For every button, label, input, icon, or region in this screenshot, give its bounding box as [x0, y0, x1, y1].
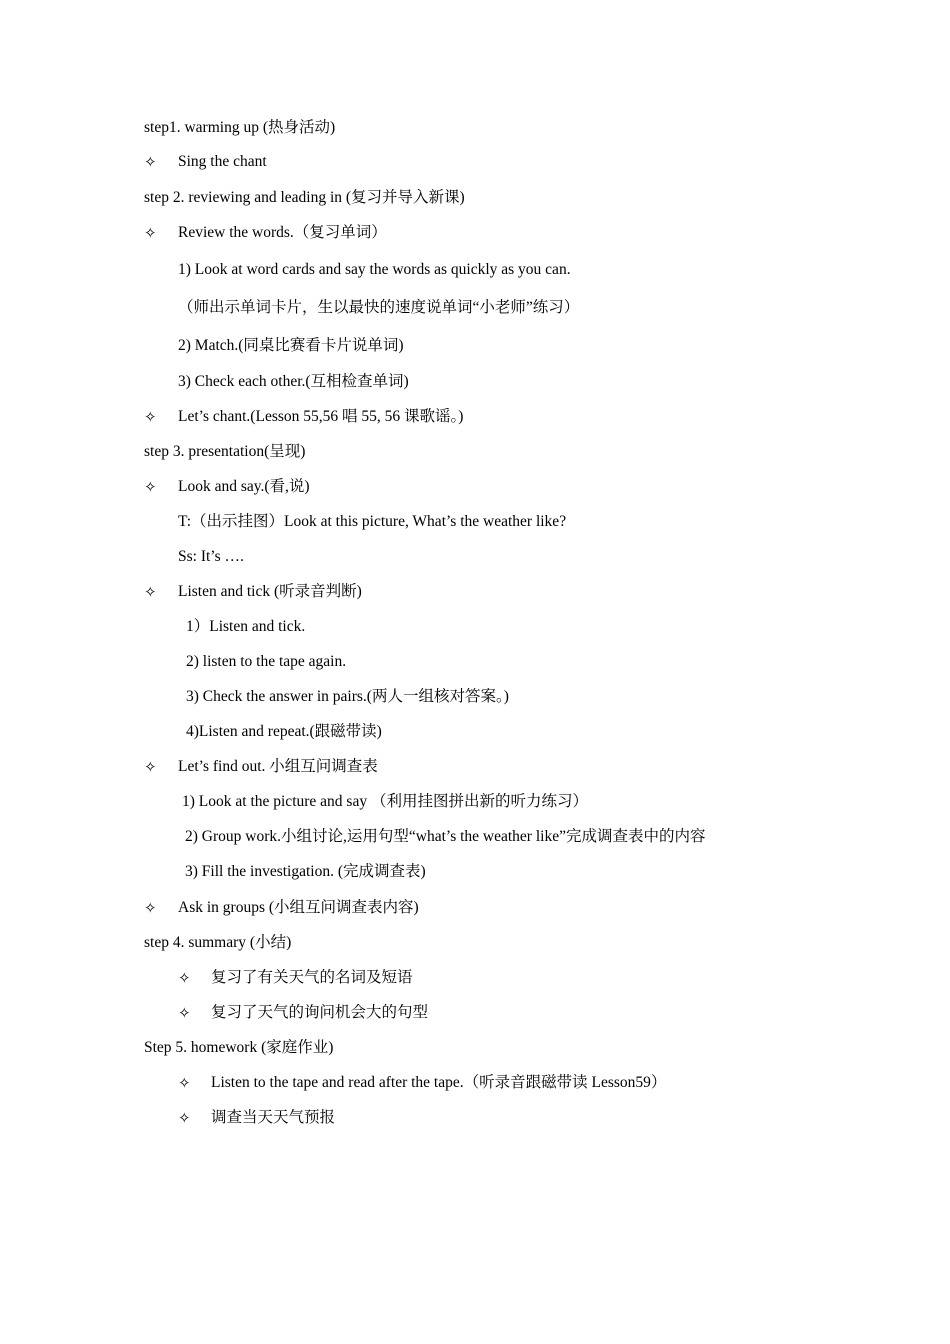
step1-heading: step1. warming up (热身活动) [144, 119, 336, 136]
bullet-icon: ✧ [144, 478, 157, 496]
bullet-item: Look and say.(看,说) [178, 478, 310, 495]
sub-item: T:（出示挂图）Look at this picture, What’s the weather like? [178, 513, 567, 530]
bullet-item: 复习了有关天气的名词及短语 [211, 969, 413, 986]
bullet-item: Sing the chant [178, 153, 267, 170]
sub-item: （师出示单词卡片，生以最快的速度说单词“小老师”练习） [178, 299, 580, 316]
bullet-item: Let’s find out. 小组互问调查表 [178, 758, 378, 775]
step4-heading: step 4. summary (小结) [144, 934, 292, 951]
bullet-item: 调查当天天气预报 [211, 1109, 336, 1126]
sub-item: Ss: It’s …. [178, 548, 244, 565]
sub-item: 2) Group work.小组讨论,运用句型“what’s the weather like”完成调查表中的内容 [185, 828, 706, 845]
bullet-icon: ✧ [144, 758, 157, 776]
bullet-icon: ✧ [144, 153, 157, 171]
step3-heading: step 3. presentation(呈现) [144, 443, 306, 460]
bullet-icon: ✧ [178, 969, 191, 987]
bullet-icon: ✧ [178, 1074, 191, 1092]
bullet-icon: ✧ [144, 583, 157, 601]
sub-item: 3) Check each other.(互相检查单词) [178, 373, 409, 390]
step5-heading: Step 5. homework (家庭作业) [144, 1039, 334, 1056]
sub-item: 1）Listen and tick. [186, 618, 306, 635]
sub-item: 1) Look at word cards and say the words as quickly as you can. [178, 261, 571, 278]
bullet-item: Listen to the tape and read after the tape.（听录音跟磁带读 Lesson59） [211, 1074, 667, 1091]
bullet-item: Let’s chant.(Lesson 55,56 唱 55, 56 课歌谣。) [178, 408, 464, 425]
bullet-icon: ✧ [144, 408, 157, 426]
sub-item: 4)Listen and repeat.(跟磁带读) [186, 723, 382, 740]
bullet-item: Review the words.（复习单词） [178, 224, 387, 241]
bullet-icon: ✧ [144, 224, 157, 242]
sub-item: 3) Check the answer in pairs.(两人一组核对答案。) [186, 688, 509, 705]
step2-heading: step 2. reviewing and leading in (复习并导入新课) [144, 189, 465, 206]
sub-item: 2) listen to the tape again. [186, 653, 347, 670]
bullet-icon: ✧ [178, 1004, 191, 1022]
sub-item: 2) Match.(同桌比赛看卡片说单词) [178, 337, 404, 354]
bullet-icon: ✧ [144, 899, 157, 917]
bullet-item: Listen and tick (听录音判断) [178, 583, 362, 600]
bullet-item: 复习了天气的询问机会大的句型 [211, 1004, 429, 1021]
bullet-item: Ask in groups (小组互问调查表内容) [178, 899, 419, 916]
sub-item: 1) Look at the picture and say （利用挂图拼出新的听力练习） [182, 793, 588, 810]
bullet-icon: ✧ [178, 1109, 191, 1127]
sub-item: 3) Fill the investigation. (完成调查表) [185, 863, 426, 880]
